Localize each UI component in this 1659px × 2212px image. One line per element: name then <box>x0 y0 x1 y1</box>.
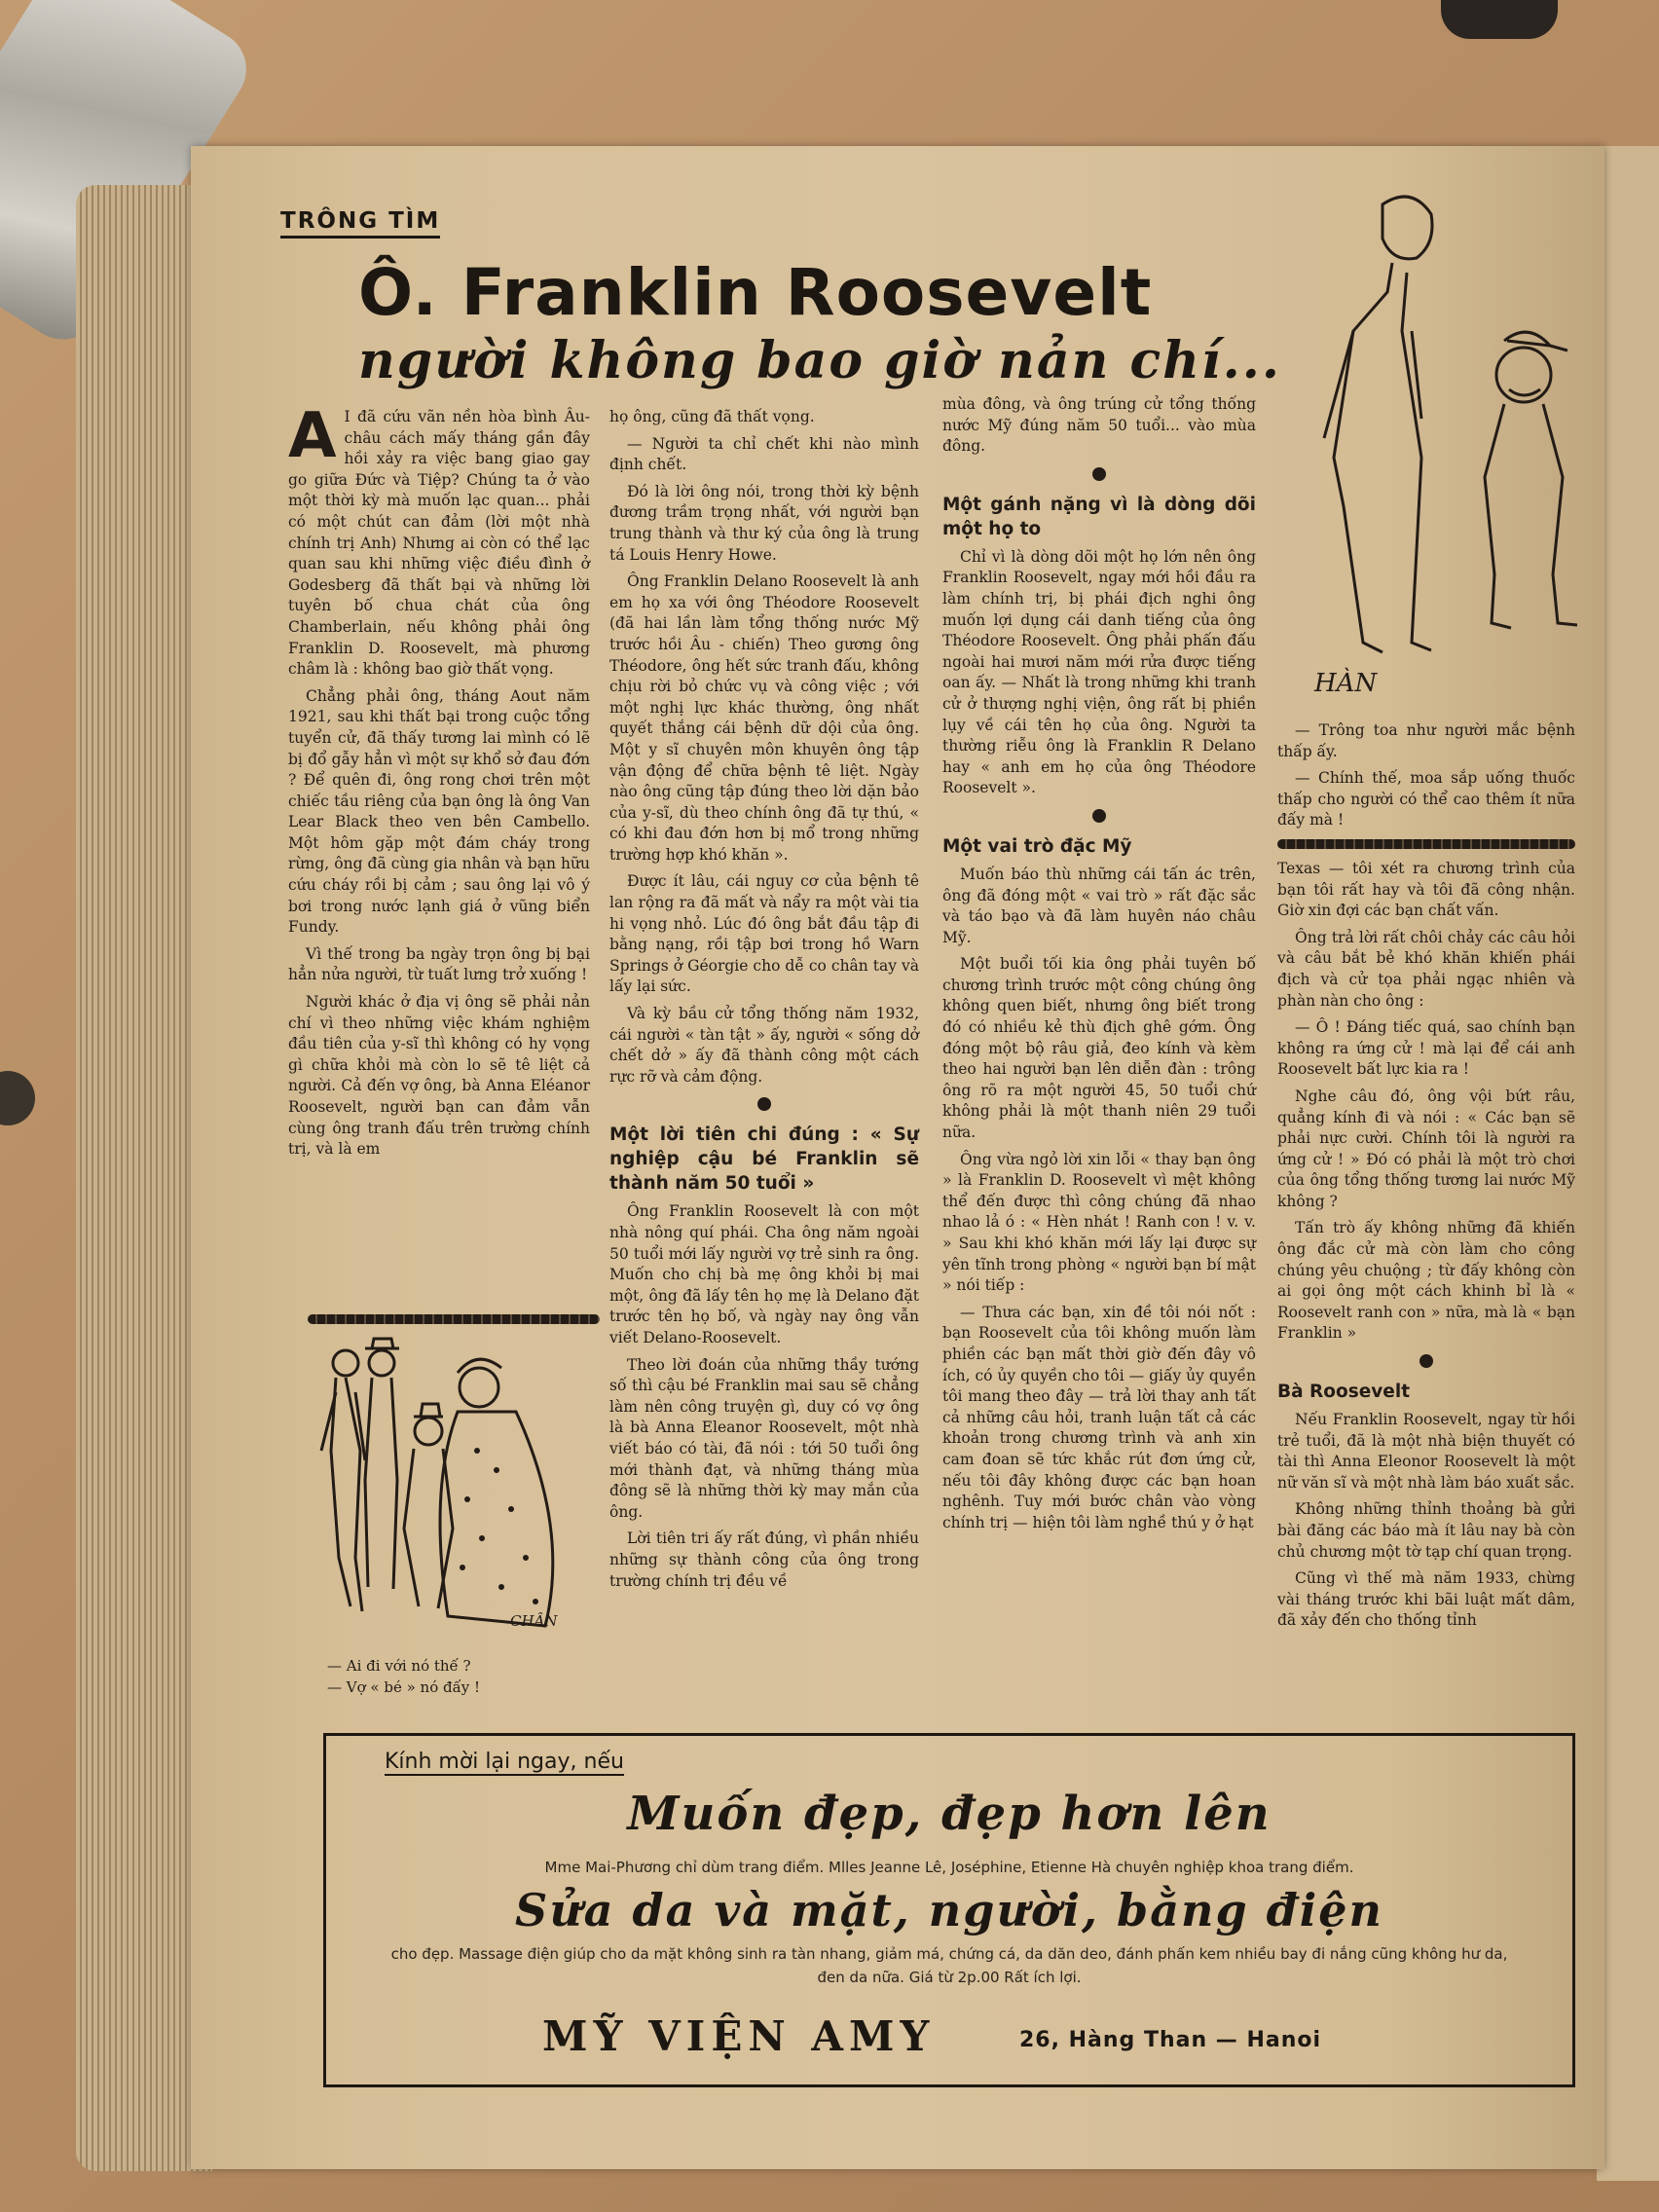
ad-headline-2: Sửa da và mặt, người, bằng điện <box>515 1884 1383 1936</box>
cartoon-quote-1: — Trông toa như người mắc bệnh thấp ấy. <box>1277 721 1575 760</box>
paragraph: Muốn báo thù những cái tấn ác trên, ông đã đóng một « vai trò » rất đặc sắc và táo bạo và đã làm huyên náo châu Mỹ. <box>942 865 1256 946</box>
ad-text-2: cho đẹp. Massage điện giúp cho da mặt không sinh ra tàn nhang, giảm má, chứng cá, da dăn deo, đánh phấn kem nhiều bay đi nắng cũng không hư da, đen da nữa. Giá từ 2p.00 Rất ích lợi. <box>390 1945 1508 1986</box>
section-dot <box>757 1097 771 1111</box>
cartoon-quote-2: — Chính thế, moa sắp uống thuốc thấp cho người có thể cao thêm ít nữa đấy mà ! <box>1277 769 1575 830</box>
section-heading: Một lời tiên chi đúng : « Sự nghiệp cậu bé Franklin sẽ thành năm 50 tuổi » <box>609 1124 919 1195</box>
paragraph: Texas — tôi xét ra chương trình của bạn tôi rất hay và tôi đã công nhận. Giờ xin đợi các bạn chất vấn. <box>1277 859 1575 920</box>
paragraph: Tấn trò ấy không những đã khiến ông đắc cử mà còn làm cho công chúng yêu chuộng ; từ đấy không còn ai gọi ông một cách khinh bỉ là « Roosevelt ranh con » nữa, mà là « bạn Franklin » <box>1277 1219 1575 1343</box>
section-heading: Bà Roosevelt <box>1277 1382 1411 1403</box>
paragraph: — Ô ! Đáng tiếc quá, sao chính bạn không ra ứng cử ! mà lại để cái anh Roosevelt bất lực kia ra ! <box>1277 1018 1575 1079</box>
paragraph: Ông trả lời rất chôi chảy các câu hỏi và câu bắt bẻ khó khăn khiến phái địch và cử tọa phải ngạc nhiên và phàn nàn cho ông : <box>1277 928 1575 1010</box>
paragraph: Ông Franklin Delano Roosevelt là anh em họ xa với ông Théodore Roosevelt (đã hai lần làm tổng thống nước Mỹ trước hồi Âu - chiến) Theo gương ông Théodore, ông hết sức tranh đấu, không chịu rời bỏ chức vụ và công việc ; với một nghị lực khác thường, ông nhất quyết thắng cái bệnh dữ dội của ông. Một y sĩ chuyên môn khuyên ông tập vận động để chữa bệnh tê liệt. Ngày nào ông cũng tập đúng theo lời dặn bảo của y-sĩ, dù theo chính ông đã tự thú, « có khi đau đớn hơn bị mổ trong những trường hợp khó khăn ». <box>609 572 919 864</box>
paragraph: Nếu Franklin Roosevelt, ngay từ hồi trẻ tuổi, đã là một nhà biện thuyết có tài thì Anna Eleonor Roosevelt là một nữ văn sĩ và một nhà làm báo xuất sắc. <box>1277 1411 1575 1492</box>
article-column-3 <box>942 394 1256 1539</box>
wavy-divider <box>308 1314 600 1328</box>
paragraph: Chẳng phải ông, tháng Aout năm 1921, sau khi thất bại trong cuộc tổng tuyển cử, đã thấy tương lai mình có lẽ bị đổ gẫy hẳn vì một sự khổ sở đau đớn ? Để quên đi, ông rong chơi trên một chiếc tầu riêng của bạn ông là ông Van Lear Black theo ven bên Cambello. Một hôm gặp một đám cháy trong rừng, ông đã cùng gia nhân và bạn hữu cứu cháy rồi bị cảm ; sau ông lại vô ý bơi trong nước lạnh giá ở vũng biển Fundy. <box>288 686 590 937</box>
paragraph: Lời tiên tri ấy rất đúng, vì phần nhiều những sự thành công của ông trong trường chính trị đều về <box>609 1530 919 1590</box>
paragraph: Một buổi tối kia ông phải tuyên bố chương trình trước một công chúng ông không quen biết, nhưng ông biết trong đó có nhiều kẻ thù địch ghê gớm. Ông đóng một bộ râu giả, đeo kính và kèm theo hai người bạn lên diễn đàn : trông ông rõ ra một người 45, 50 tuổi chứ không phải là một thanh niên 29 tuổi nữa. <box>942 955 1256 1142</box>
article-column-1 <box>288 400 590 1166</box>
paragraph: Được ít lâu, cái nguy cơ của bệnh tê lan rộng ra đã mất và nẩy ra một vài tia hi vọng nhỏ. Lúc đó ông bắt đầu tập đi bằng nạng, rồi tập bơi trong hồ Warn Springs ở Géorgie cho dễ co chân tay và lấy lại sức. <box>609 872 919 996</box>
paragraph: — Người ta chỉ chết khi nào mình định chết. <box>609 434 919 474</box>
paragraph: Ông vừa ngỏ lời xin lỗi « thay bạn ông » là Franklin D. Roosevelt vì mệt không thể đến được thì công chúng đã nhao nhao lả ó : « Hèn nhát ! Ranh con ! v. v. » Sau khi khó khăn mới lấy lại được sự yên tĩnh trong phòng « người bạn bí mật » nói tiếp : <box>942 1150 1256 1295</box>
paragraph: Theo lời đoán của những thầy tướng số thì cậu bé Franklin mai sau sẽ chẳng làm nên công truyện gì, duy có vợ ông là bà Anna Eleanor Roosevelt, một nhà viết báo có tài, đã nói : tới 50 tuổi ông mới thành đạt, và những tháng mùa đông sẽ là những thời kỳ may mắn của ông. <box>609 1355 919 1521</box>
drop-cap: A <box>288 400 337 472</box>
paragraph: Nghe câu đó, ông vội bứt râu, quẳng kính đi và nói : « Các bạn sẽ phải nực cười. Chính tôi là người ra ứng cử ! » Đó có phải là một trò chơi của ông tổng thống tương lai nước Mỹ không ? <box>1277 1087 1575 1210</box>
wavy-divider <box>1277 839 1575 849</box>
paragraph: Không những thỉnh thoảng bà gửi bài đăng các báo mà ít lâu nay bà còn chủ chương một tờ tạp chí quan trọng. <box>1277 1500 1575 1561</box>
ad-address: 26, Hàng Than — Hanoi <box>1019 2028 1322 2052</box>
section-dot <box>1419 1354 1433 1368</box>
article-subheadline: người không bao giờ nản chí... <box>358 331 1281 390</box>
cartoon-signature: HÀN <box>1314 669 1378 691</box>
paragraph: Đó là lời ông nói, trong thời kỳ bệnh đương trầm trọng nhất, với người bạn trung thành và thư ký của ông là trung tá Louis Henry Howe. <box>609 482 919 564</box>
section-heading: Một vai trò đặc Mỹ <box>942 835 1132 857</box>
binder-clip <box>1441 0 1558 39</box>
cartoon-signature: CHÂN <box>510 1612 558 1630</box>
paragraph: mùa đông, và ông trúng cử tổng thống nước Mỹ đúng năm 50 tuổi... vào mùa đông. <box>942 395 1256 456</box>
article-headline: Ô. Franklin Roosevelt <box>358 255 1153 330</box>
paragraph: Ông Franklin Roosevelt là con một nhà nông quí phái. Cha ông năm ngoài 50 tuổi mới lấy người vợ trẻ sinh ra ông. Muốn cho chị bà mẹ ông khỏi bị mai một, ông đã lấy tên họ mẹ là Delano đặt trước tên họ bố, và ngày nay ông vẫn viết Delano-Roosevelt. <box>609 1202 919 1346</box>
cartoon-caption-1: — Ai đi với nó thế ? <box>327 1657 471 1675</box>
cartoon-tall-short-men-illustration <box>1285 185 1577 691</box>
section-kicker: TRÔNG TÌM <box>280 208 440 239</box>
paragraph: Vì thế trong ba ngày trọn ông bị bại hẳn nửa người, từ tuất lưng trở xuống ! <box>288 944 590 984</box>
article-column-2 <box>609 407 919 1598</box>
section-dot <box>1092 809 1106 823</box>
advertisement-box <box>323 1733 1575 2087</box>
article-column-4 <box>1277 720 1575 1638</box>
cartoon-caption-2: — Vợ « bé » nó đấy ! <box>327 1678 481 1696</box>
ad-headline: Muốn đẹp, đẹp hơn lên <box>627 1787 1272 1841</box>
ad-brand: MỸ VIỆN AMY <box>542 2012 936 2060</box>
paragraph: Người khác ở địa vị ông sẽ phải nản chí vì theo những việc khám nghiệm đầu tiên của y-sĩ thì không có hy vọng gì chữa khỏi mà còn lo sẽ tê liệt cả người. Cả đến vợ ông, bà Anna Eléanor Roosevelt, người bạn can đảm vẫn cùng ông tranh đấu trên trường chính trị, và là em <box>288 993 590 1159</box>
section-dot <box>1092 467 1106 481</box>
paragraph: A I đã cứu vãn nền hòa bình Âu-châu cách mấy tháng gần đây hồi xảy ra việc bang giao gay go giữa Đức và Tiệp? Chúng ta ở vào một thời kỳ mà muốn lạc quan... phải có một chút can đảm (lời một nhà chính trị Anh) Nhưng ai còn có thể lạc quan sau khi những việc điều đình ở Godesberg đã thất bại và những lời tuyên bố chua chát của ông Chamberlain, nếu không phải ông Franklin D. Roosevelt, mà phương châm là : không bao giờ thất vọng. <box>288 400 590 679</box>
paragraph: — Thưa các bạn, xin đề tôi nói nốt : bạn Roosevelt của tôi không muốn làm phiền các bạn mất thời giờ đến đây vô ích, có ủy quyền cho tôi — giấy ủy quyền tôi mang theo đây — trả lời thay anh tất cả những câu hỏi, tranh luận tất cả các khoản trong chương trình và anh xin cam đoan sẽ tức khắc rút đơn ứng cử, nếu tôi đây không được các bạn hoan nghênh. Tuy mới bước chân vào vòng chính trị — hiện tôi làm nghề thú y ở hạt <box>942 1303 1256 1531</box>
section-heading: Một gánh nặng vì là dòng dõi một họ to <box>942 494 1256 539</box>
paragraph: Cũng vì thế mà năm 1933, chừng vài tháng trước khi bãi luật mất dâm, đã xảy đến cho thống tỉnh <box>1277 1569 1575 1630</box>
paragraph: họ ông, cũng đã thất vọng. <box>609 408 815 425</box>
paragraph: Và kỳ bầu cử tổng thống năm 1932, cái người « tàn tật » ấy, người « sống dở chết dở » ấy đã thành công một cách rực rỡ và cảm động. <box>609 1005 919 1086</box>
ad-text: Mme Mai-Phương chỉ dùm trang điểm. Mlles Jeanne Lê, Joséphine, Etienne Hà chuyên nghiệp khoa trang điểm. <box>544 1859 1354 1876</box>
ad-kicker: Kính mời lại ngay, nếu <box>385 1750 624 1774</box>
cartoon-couple-illustration <box>312 1334 604 1645</box>
paragraph: Chỉ vì là dòng dõi một họ lớn nên ông Franklin Roosevelt, ngay mới hồi đầu ra làm chính trị, bị phái địch nghi ông muốn lợi dụng cái danh tiếng của ông Théodore Roosevelt. Ông phải phấn đấu ngoài hai mươi năm mới rửa được tiếng oan ấy. — Nhất là trong những khi tranh cử ở thượng nghị viện, ông rất bị phiền lụy về cái tên họ của ông. Người ta thường riễu ông là Franklin R Delano hay « anh em họ của ông Théodore Roosevelt ». <box>942 547 1256 797</box>
next-page-edge <box>1597 146 1659 2181</box>
